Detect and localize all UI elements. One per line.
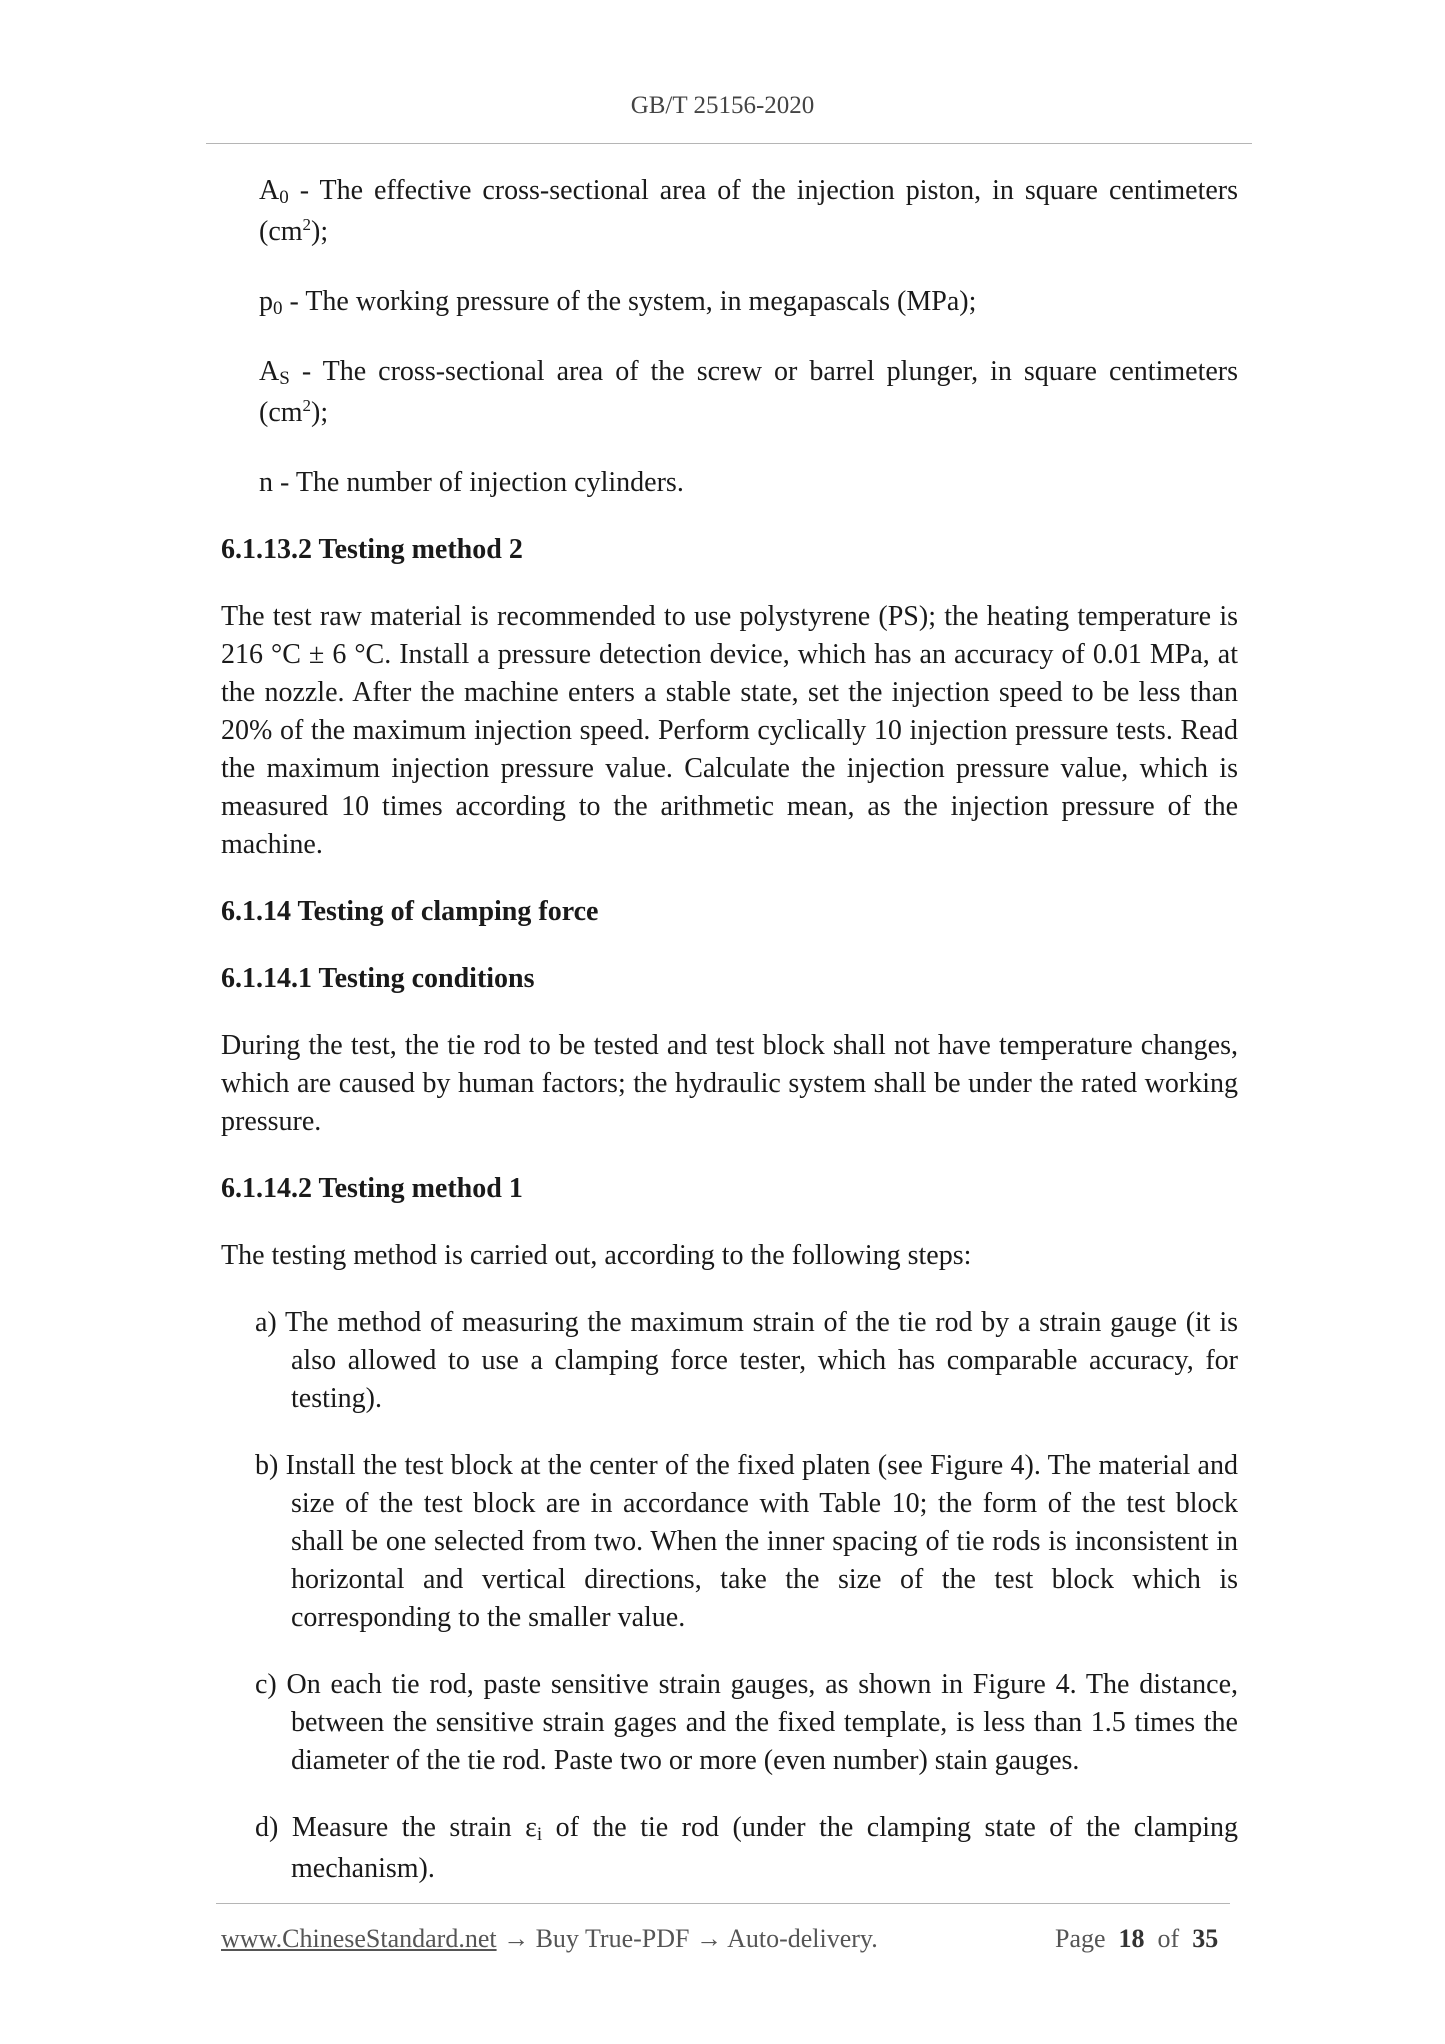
page-indicator: Page 18 of 35 — [1055, 1924, 1219, 1953]
buy-true-pdf-text: Buy True-PDF — [535, 1924, 690, 1953]
total-pages: 35 — [1192, 1924, 1219, 1953]
variable-definition-n: n - The number of injection cylinders. — [259, 467, 684, 498]
step-d: d) Measure the strain εi of the tie rod (under the clamping state of the clamping mechanism). — [255, 1812, 1238, 1884]
footer-promo — [221, 1924, 878, 1954]
section-heading-6-1-14: 6.1.14 Testing of clamping force — [221, 896, 599, 927]
section-heading-6-1-14-1: 6.1.14.1 Testing conditions — [221, 963, 535, 994]
page-body — [221, 172, 1238, 1917]
step-c: c) On each tie rod, paste sensitive strain gauges, as shown in Figure 4. The distance, between the sensitive strain gages and the fixed template, is less than 1.5 times the diameter of the tie rod. Paste two or more (even number) stain gauges. — [255, 1669, 1238, 1776]
arrow-right-icon: → — [503, 1924, 530, 1953]
paragraph-testing-method-2: The test raw material is recommended to use polystyrene (PS); the heating temperature is 216 °C ± 6 °C. Install a pressure detection device, which has an accuracy of 0.01 MPa, at the nozzle. After the machine enters a stable state, set the injection speed to be less than 20% of the maximum injection speed. Perform cyclically 10 injection pressure tests. Read the maximum injection pressure value. Calculate the injection pressure value, which is measured 10 times according to the arithmetic mean, as the injection pressure of the machine. — [221, 601, 1238, 860]
step-a: a) The method of measuring the maximum strain of the tie rod by a strain gauge (it is also allowed to use a clamping force tester, which has comparable accuracy, for testing). — [255, 1307, 1238, 1414]
current-page: 18 — [1118, 1924, 1145, 1953]
paragraph-testing-conditions: During the test, the tie rod to be tested and test block shall not have temperature changes, which are caused by human factors; the hydraulic system shall be under the rated working pressure. — [221, 1030, 1238, 1137]
variable-definition-a0: A0 - The effective cross-sectional area of the injection piston, in square centimeters $(cm^2)$; — [259, 175, 1238, 247]
section-heading-6-1-13-2: 6.1.13.2 Testing method 2 — [221, 534, 523, 565]
header-divider — [206, 143, 1252, 144]
paragraph-testing-method-1-intro: The testing method is carried out, according to the following steps: — [221, 1240, 972, 1271]
section-heading-6-1-14-2: 6.1.14.2 Testing method 1 — [221, 1173, 523, 1204]
step-b: b) Install the test block at the center of the fixed platen (see Figure 4). The material and size of the test block are in accordance with Table 10; the form of the test block shall be one selected from two. When the inner spacing of tie rods is inconsistent in horizontal and vertical directions, take the size of the test block which is corresponding to the smaller value. — [255, 1450, 1238, 1633]
document-header: GB/T 25156-2020 — [630, 92, 815, 119]
variable-definition-p0: p0 - The working pressure of the system, in megapascals (MPa); — [259, 286, 977, 319]
variable-definition-as: AS - The cross-sectional area of the screw or barrel plunger, in square centimeters $(cm^2)$; — [259, 356, 1238, 428]
footer-divider — [216, 1903, 1230, 1904]
auto-delivery-text: Auto-delivery. — [727, 1924, 878, 1953]
site-link[interactable]: www.ChineseStandard.net — [221, 1924, 497, 1953]
arrow-right-icon: → — [696, 1924, 722, 1953]
